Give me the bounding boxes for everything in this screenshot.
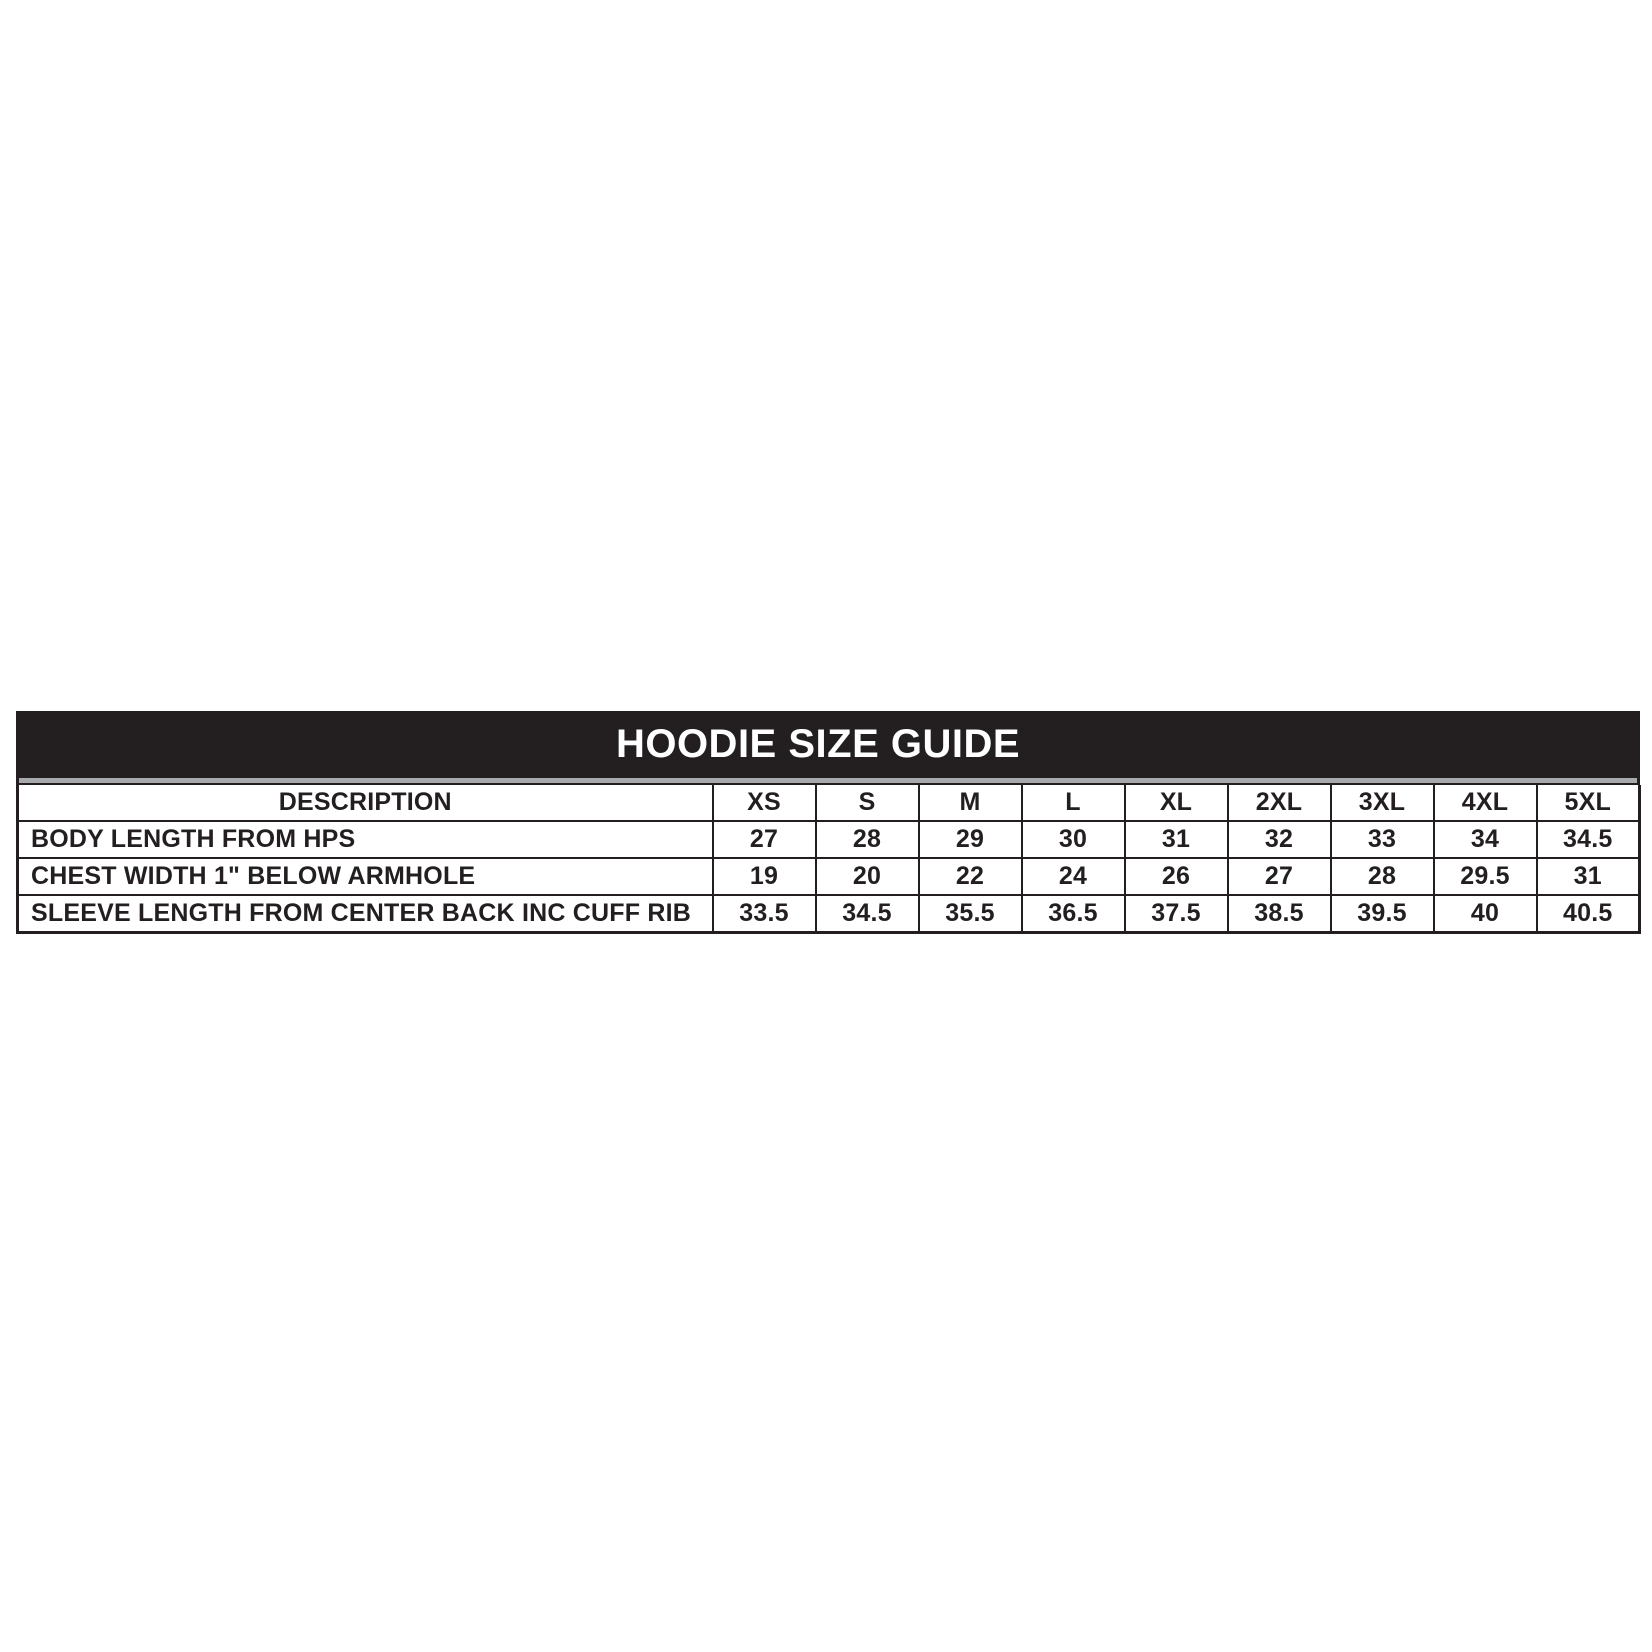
header-size-5xl: 5XL bbox=[1537, 785, 1640, 821]
title-bar bbox=[16, 711, 1640, 777]
table-cell: 24 bbox=[1022, 858, 1125, 895]
header-size-3xl: 3XL bbox=[1331, 785, 1434, 821]
table-cell: 36.5 bbox=[1022, 895, 1125, 933]
table-cell: 20 bbox=[816, 858, 919, 895]
table-cell: 37.5 bbox=[1125, 895, 1228, 933]
table-cell: 19 bbox=[713, 858, 816, 895]
table-cell: 28 bbox=[1331, 858, 1434, 895]
table-cell: 30 bbox=[1022, 821, 1125, 858]
table-cell: 29 bbox=[919, 821, 1022, 858]
header-size-xl: XL bbox=[1125, 785, 1228, 821]
row-description: BODY LENGTH FROM HPS bbox=[18, 821, 713, 858]
table-cell: 33 bbox=[1331, 821, 1434, 858]
table-cell: 26 bbox=[1125, 858, 1228, 895]
header-size-2xl: 2XL bbox=[1228, 785, 1331, 821]
table-cell: 22 bbox=[919, 858, 1022, 895]
table-row bbox=[18, 858, 1640, 895]
table-cell: 29.5 bbox=[1434, 858, 1537, 895]
size-guide bbox=[16, 711, 1640, 934]
header-size-s: S bbox=[816, 785, 919, 821]
table-cell: 35.5 bbox=[919, 895, 1022, 933]
table-row bbox=[18, 821, 1640, 858]
table-cell: 28 bbox=[816, 821, 919, 858]
table-cell: 40.5 bbox=[1537, 895, 1640, 933]
table-cell: 38.5 bbox=[1228, 895, 1331, 933]
table-cell: 32 bbox=[1228, 821, 1331, 858]
table-cell: 27 bbox=[1228, 858, 1331, 895]
table-cell: 39.5 bbox=[1331, 895, 1434, 933]
page-title: HOODIE SIZE GUIDE bbox=[615, 721, 1021, 766]
table-cell: 27 bbox=[713, 821, 816, 858]
header-size-l: L bbox=[1022, 785, 1125, 821]
table-cell: 33.5 bbox=[713, 895, 816, 933]
table-cell: 40 bbox=[1434, 895, 1537, 933]
row-description: CHEST WIDTH 1" BELOW ARMHOLE bbox=[18, 858, 713, 895]
table-row bbox=[18, 895, 1640, 933]
row-description: SLEEVE LENGTH FROM CENTER BACK INC CUFF RIB bbox=[18, 895, 713, 933]
table-cell: 34.5 bbox=[1537, 821, 1640, 858]
table-cell: 31 bbox=[1125, 821, 1228, 858]
header-size-4xl: 4XL bbox=[1434, 785, 1537, 821]
title-divider bbox=[16, 777, 1640, 785]
size-table bbox=[16, 785, 1641, 934]
table-cell: 34 bbox=[1434, 821, 1537, 858]
header-description: DESCRIPTION bbox=[18, 785, 713, 821]
header-row bbox=[18, 785, 1640, 821]
table-cell: 34.5 bbox=[816, 895, 919, 933]
header-size-m: M bbox=[919, 785, 1022, 821]
table-cell: 31 bbox=[1537, 858, 1640, 895]
header-size-xs: XS bbox=[713, 785, 816, 821]
